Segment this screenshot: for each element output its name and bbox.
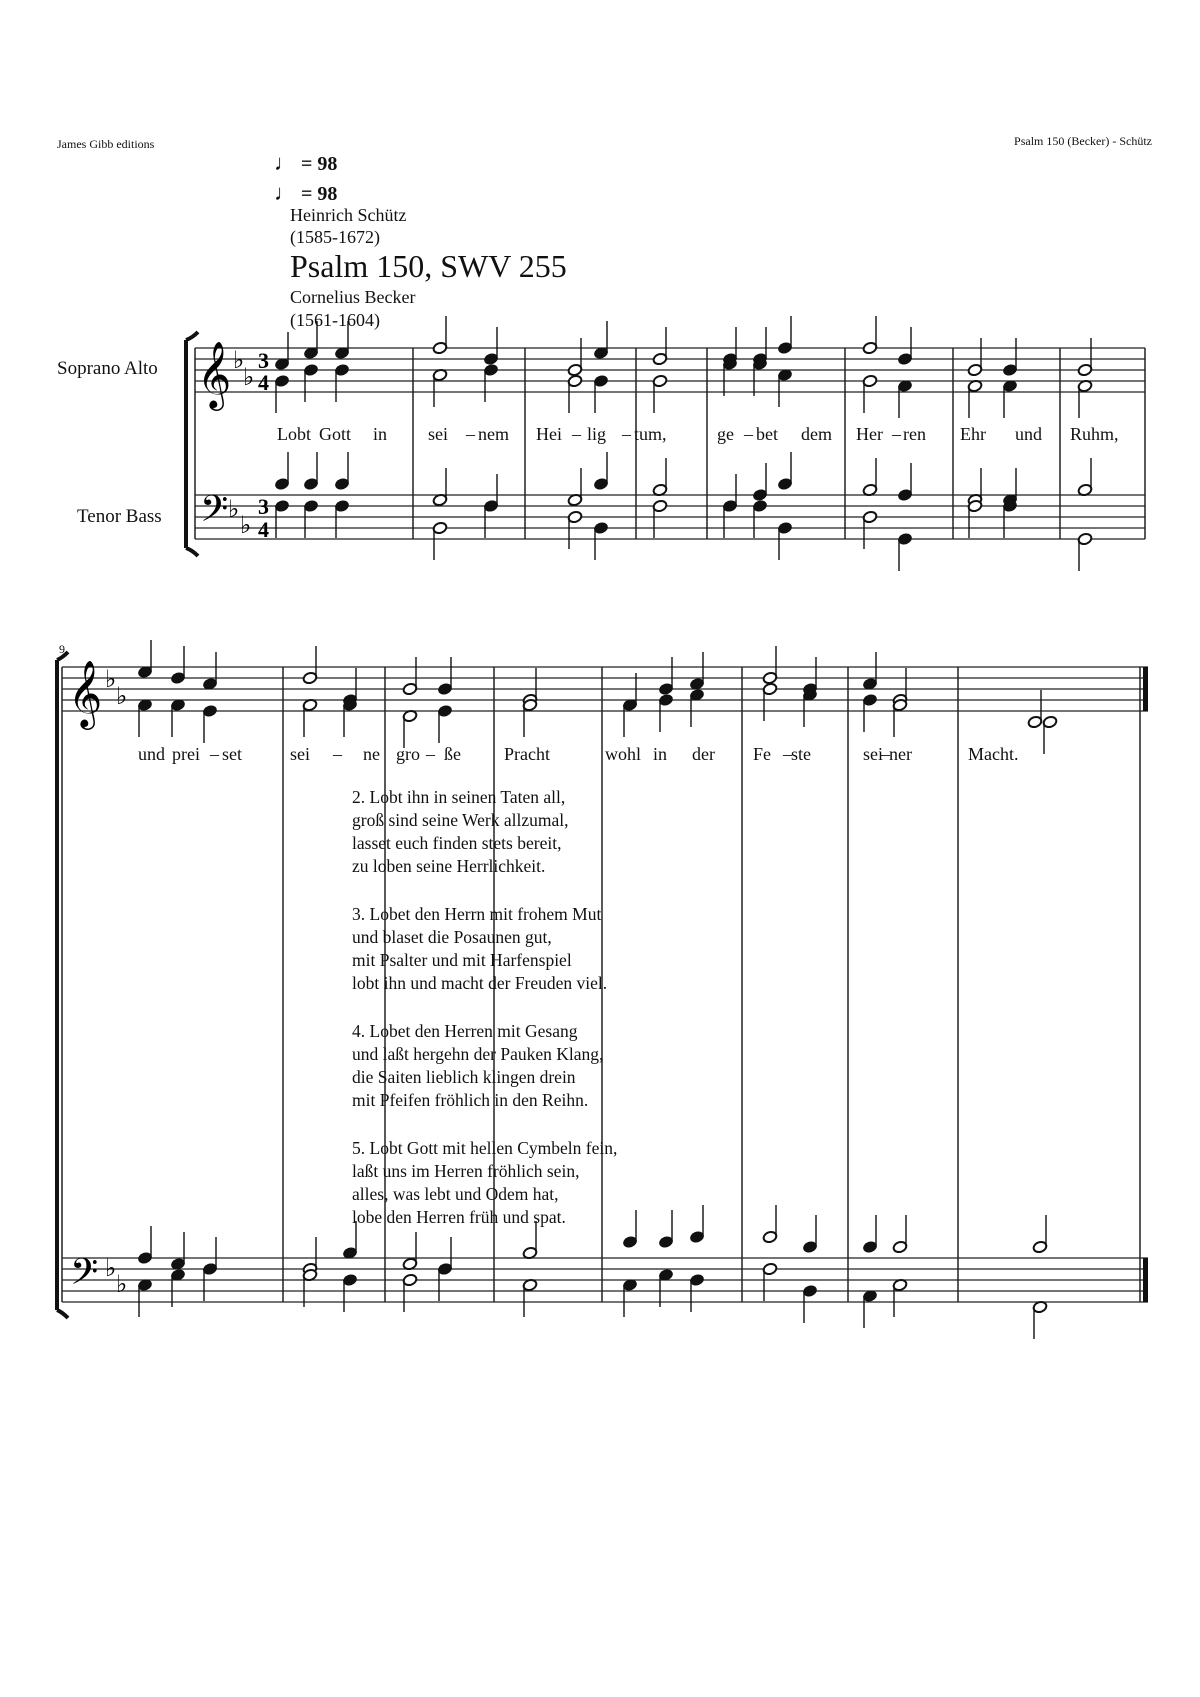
lyric-syllable: ner: [889, 744, 912, 764]
tempo-mark-1: ♩ = 98: [274, 150, 338, 175]
lyric-syllable: prei: [172, 744, 200, 764]
svg-text:♭: ♭: [116, 682, 128, 710]
lyric-syllable: in: [653, 744, 668, 764]
lyric-syllable: ste: [791, 744, 811, 764]
svg-text:♭: ♭: [105, 665, 117, 693]
lyric-syllable: set: [222, 744, 242, 764]
lyric-syllable: –: [881, 744, 890, 764]
lyric-syllable: gro: [396, 744, 420, 764]
lyric-syllable: Her: [856, 424, 883, 444]
svg-text:♭: ♭: [116, 1270, 128, 1298]
lyric-syllable: in: [373, 424, 388, 444]
lyric-syllable: Ruhm,: [1070, 424, 1119, 444]
lyric-syllable: wohl: [605, 744, 641, 764]
lyricist-name: Cornelius Becker: [290, 287, 416, 307]
system-2-lower-staff: [62, 1258, 1148, 1302]
lyric-syllable: Pracht: [504, 744, 550, 764]
lyric-syllable: tum,: [634, 424, 667, 444]
lyric-syllable: –: [333, 744, 342, 764]
lyric-syllable: der: [692, 744, 715, 764]
bass-clef-icon: 𝄢: [200, 488, 229, 539]
staff-label-tenor-bass: Tenor Bass: [77, 506, 162, 527]
lyric-syllable: sei: [290, 744, 310, 764]
treble-clef-icon: 𝄞: [197, 340, 232, 408]
time-signature: [258, 348, 269, 542]
lyric-syllable: nem: [478, 424, 509, 444]
lyric-syllable: –: [783, 744, 792, 764]
lyric-syllable: ge: [717, 424, 734, 444]
lyric-syllable: lig: [587, 424, 607, 444]
lyric-syllable: ße: [444, 744, 461, 764]
lyric-syllable: Hei: [536, 424, 562, 444]
lyric-syllable: Macht.: [968, 744, 1019, 764]
lyric-syllable: und: [138, 744, 165, 764]
lyric-syllable: sei: [428, 424, 448, 444]
svg-text:♭: ♭: [233, 346, 245, 374]
verse-3: 3. Lobet den Herrn mit frohem Mut und blaset die Posaunen gut, mit Psalter und mit Harfenspiel lobt ihn und macht der Freuden viel.: [352, 904, 608, 993]
lyric-syllable: Fe: [753, 744, 771, 764]
system-1-lower-staff: [195, 495, 1145, 539]
lyric-syllable: –: [466, 424, 475, 444]
verse-4: 4. Lobet den Herren mit Gesang und laßt hergehn der Pauken Klang, die Saiten lieblich klingen drein mit Pfeifen fröhlich in den Reihn.: [352, 1021, 604, 1110]
svg-text:♭: ♭: [228, 495, 240, 523]
bass-clef-icon: 𝄢: [70, 1251, 99, 1302]
lyricist-dates: (1561-1604): [290, 310, 380, 330]
lyric-syllable: Gott: [319, 424, 352, 444]
lyric-syllable: ren: [903, 424, 926, 444]
system-2-upper-staff: [62, 667, 1148, 711]
lyric-syllable: Lobt: [277, 424, 311, 444]
svg-text:4: 4: [258, 370, 269, 395]
lyric-syllable: und: [1015, 424, 1042, 444]
svg-text:3: 3: [258, 494, 269, 519]
svg-text:♭: ♭: [105, 1254, 117, 1282]
verse-2: 2. Lobt ihn in seinen Taten all, groß sind seine Werk allzumal, lasset euch finden stets bereit, zu loben seine Herrlichkeit.: [352, 787, 569, 876]
svg-text:3: 3: [258, 348, 269, 373]
treble-clef-icon: 𝄞: [68, 659, 103, 727]
lyric-syllable: –: [744, 424, 753, 444]
lyric-syllable: –: [622, 424, 631, 444]
lyric-syllable: Ehr: [960, 424, 986, 444]
key-signature-flats: [105, 346, 254, 1298]
quarter-note-icon: ♩: [274, 150, 296, 175]
verse-5: 5. Lobt Gott mit hellen Cymbeln fein, laßt uns im Herren fröhlich sein, alles, was lebt und Odem hat, lobe den Herren früh und spat.: [352, 1138, 618, 1227]
measure-number: 9: [59, 642, 65, 656]
composer-dates: (1585-1672): [290, 227, 380, 247]
final-barline: [1143, 667, 1148, 1302]
lyric-syllable: –: [210, 744, 219, 764]
staff-label-soprano-alto: Soprano Alto: [57, 358, 158, 379]
quarter-note-icon: ♩: [274, 180, 296, 205]
lyric-syllable: ne: [363, 744, 380, 764]
svg-text:♭: ♭: [243, 363, 255, 391]
lyric-syllable: bet: [756, 424, 778, 444]
svg-text:4: 4: [258, 517, 269, 542]
composer-name: Heinrich Schütz: [290, 205, 407, 225]
lyric-syllable: –: [572, 424, 581, 444]
page-header-title: Psalm 150 (Becker) - Schütz: [1014, 134, 1152, 148]
page-title: Psalm 150, SWV 255: [290, 248, 567, 284]
svg-text:♭: ♭: [240, 511, 252, 539]
tempo-mark-2: ♩ = 98: [274, 180, 338, 205]
lyric-syllable: –: [426, 744, 435, 764]
publisher-header: James Gibb editions: [57, 137, 155, 151]
lyric-syllable: –: [892, 424, 901, 444]
lyric-syllable: sei: [863, 744, 883, 764]
lyric-syllable: dem: [801, 424, 832, 444]
